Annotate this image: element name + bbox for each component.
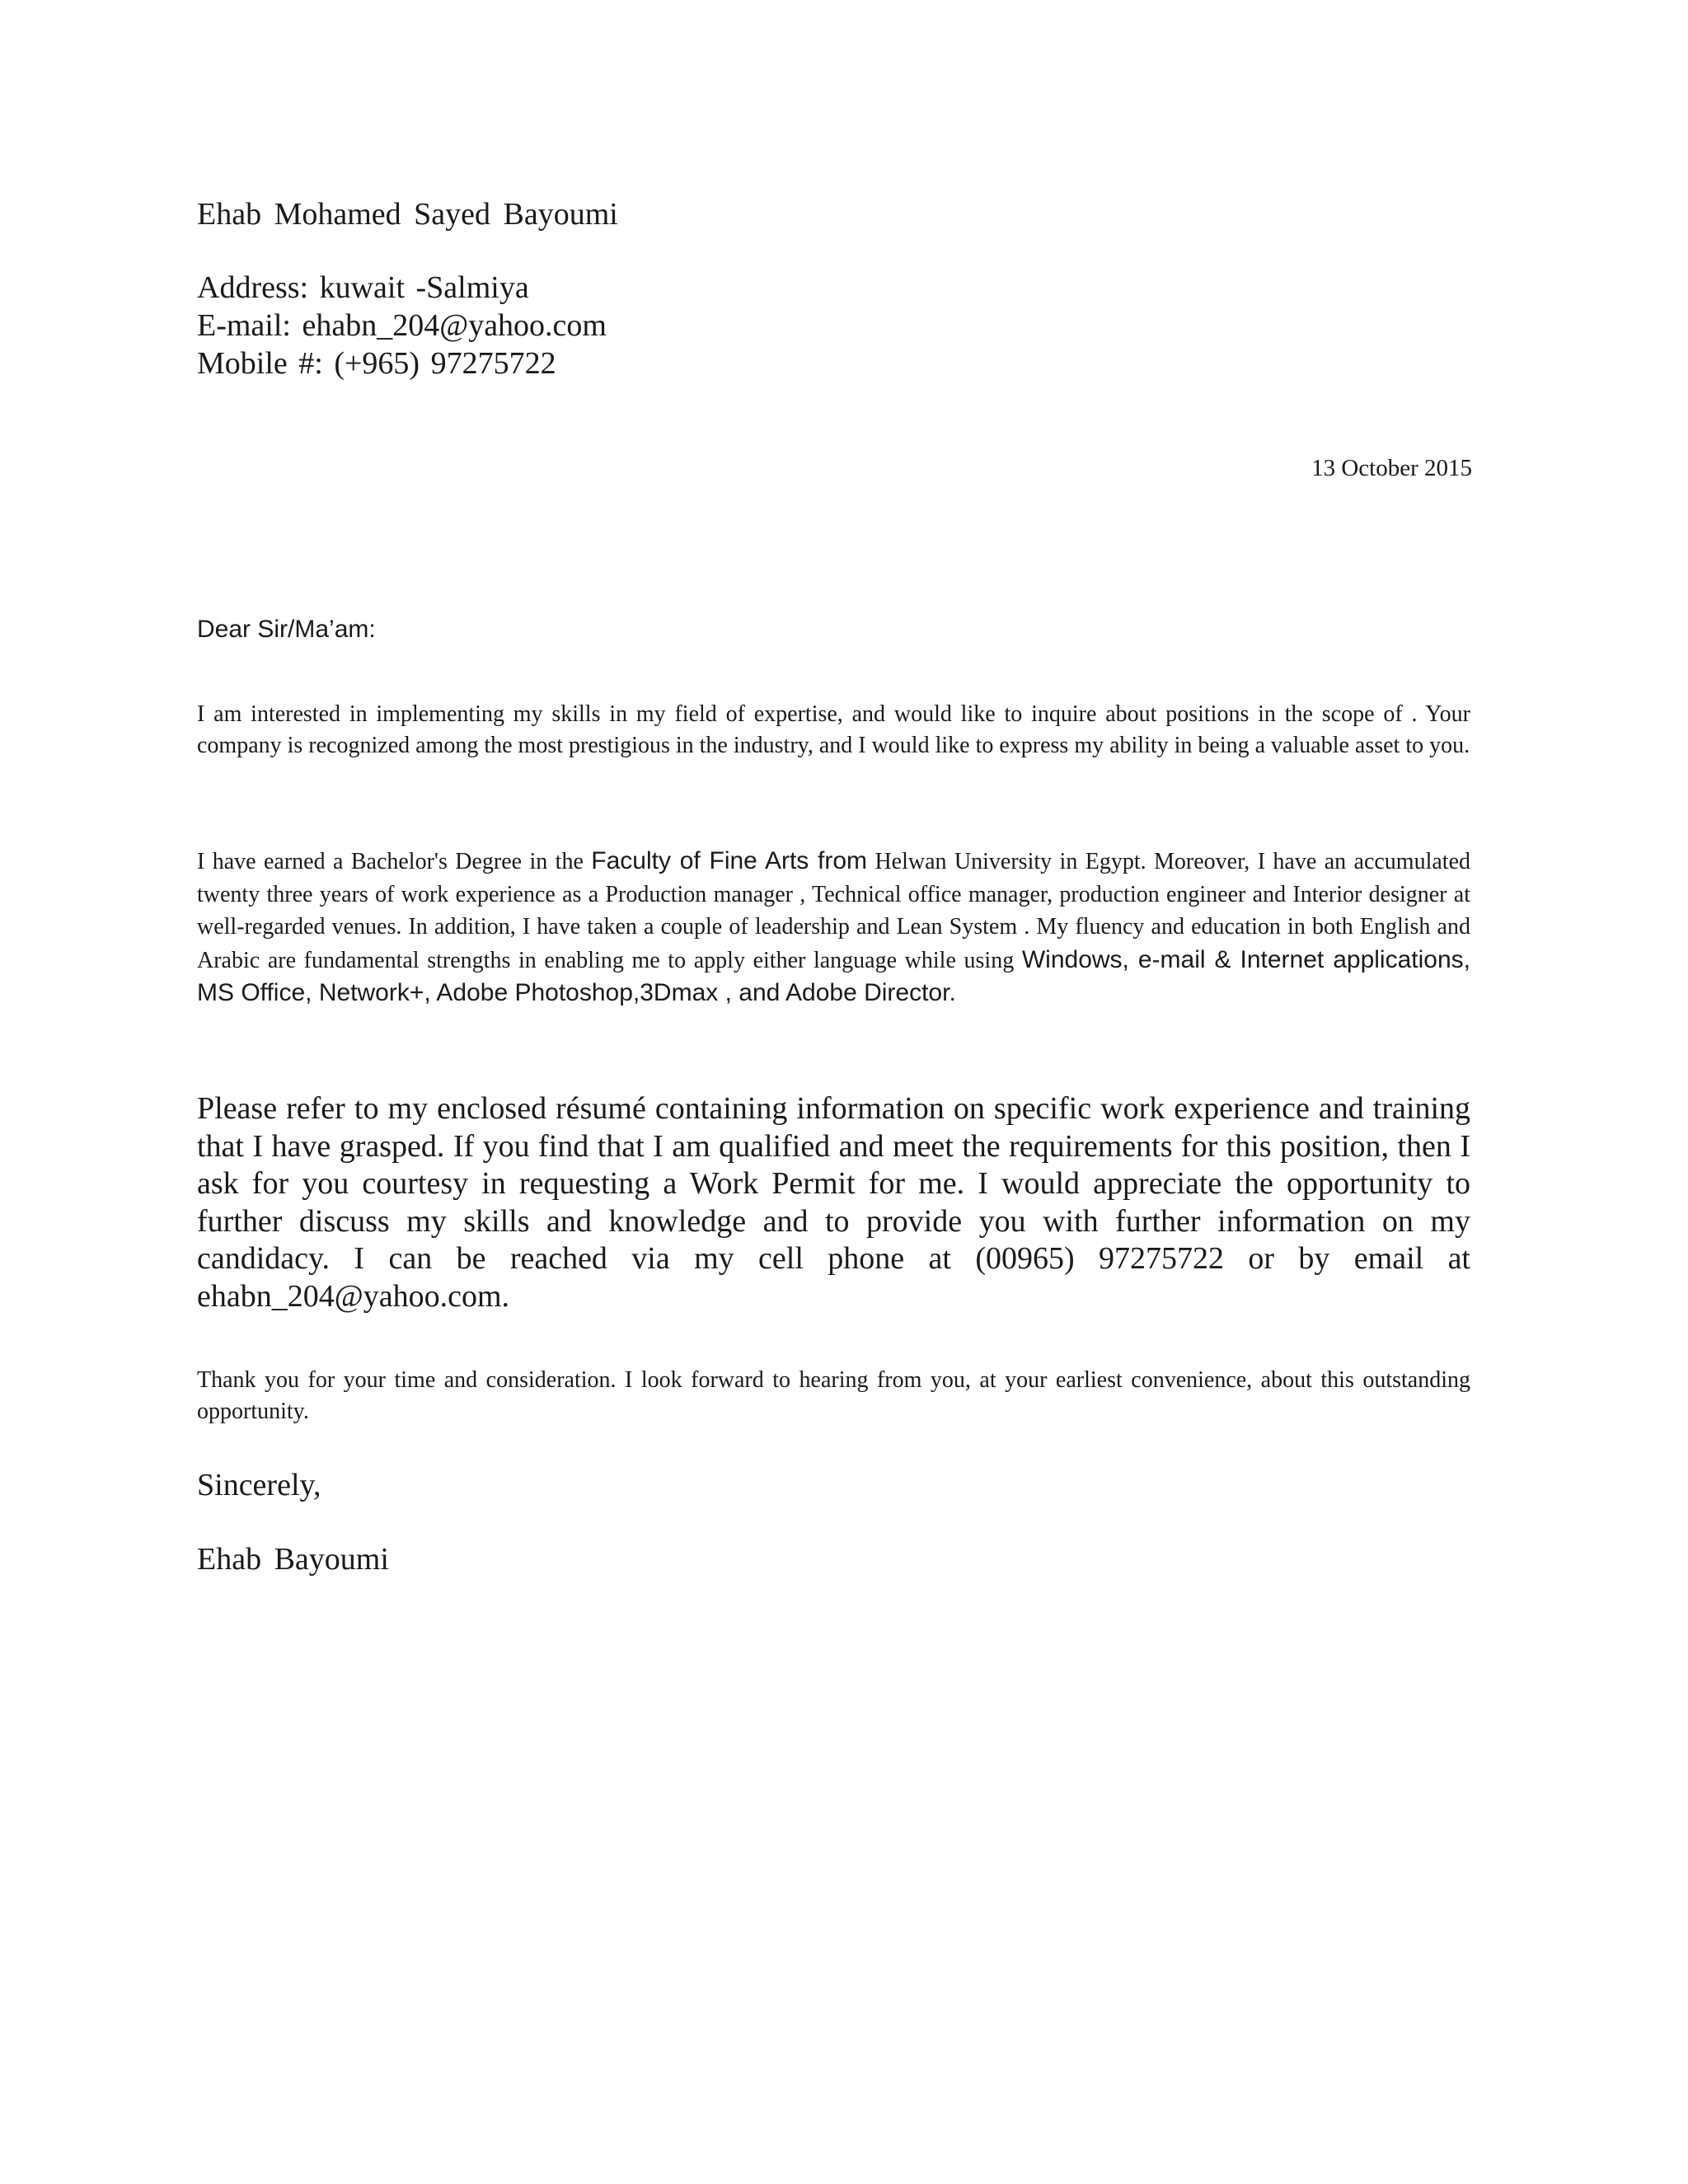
letter-date: 13 October 2015 [1311,455,1472,481]
sender-name: Ehab Mohamed Sayed Bayoumi [197,197,618,232]
paragraph-thanks: Thank you for your time and consideration. I look forward to hearing from you, at your earliest convenience, about this outstanding opportunity. [197,1367,1470,1424]
faculty-text: Faculty of Fine Arts from [591,847,868,874]
sender-contact-block [197,269,1470,382]
sender-email: E-mail: ehabn_204@yahoo.com [197,308,607,343]
sender-address: Address: kuwait -Salmiya [197,270,529,305]
paragraph-interest: I am interested in implementing my skills in my field of expertise, and would like to inquire about positions in the scope of . Your company is recognized among the most prestigious in the industry, and I would like to express my ability in being a valuable asset to you. [197,701,1470,758]
signature-name: Ehab Bayoumi [197,1542,389,1577]
education-text-1: I have earned a Bachelor's Degree in the [197,849,592,874]
education-text-2: Helwan University in Egypt. Moreover, I have an accumulated twenty three years of work experience as a Production manager , Technical office manager, production engineer and Interior designer at well-regarded venues. In addition, I have taken a couple of leadership and Lean System . My fluency and education in both English and Arabic are fundamental strengths in enabling me to apply either language while using [197,849,1471,973]
paragraph-resume: Please refer to my enclosed résumé containing information on specific work experience and training that I have grasped. If you find that I am qualified and meet the requirements for this position, then I ask for you courtesy in requesting a Work Permit for me. I would appreciate the opportunity to further discuss my skills and knowledge and to provide you with further information on my candidacy. I can be reached via my cell phone at (00965) 97275722 or by email at ehabn_204@yahoo.com. [197,1091,1470,1314]
sender-mobile: Mobile #: (+965) 97275722 [197,346,556,381]
salutation: Dear Sir/Ma’am: [197,616,376,643]
closing: Sincerely, [197,1468,321,1502]
skills-text: Windows, e-mail & Internet applications, MS Office, Network+, Adobe Photoshop,3Dmax , and Adobe Director. [197,945,1470,1006]
paragraph-education [197,845,1470,1010]
